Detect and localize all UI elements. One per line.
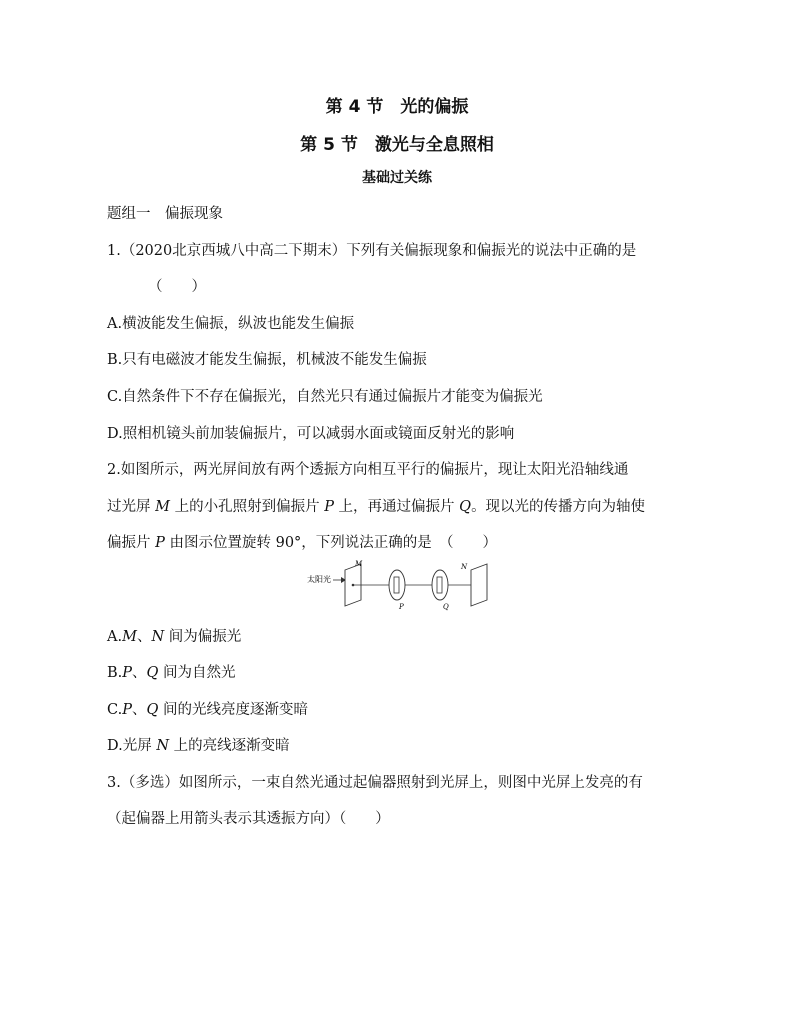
q2-option-c: C.P、Q 间的光线亮度逐渐变暗 <box>107 702 308 718</box>
q1-option-b: B.只有电磁波才能发生偏振，机械波不能发生偏振 <box>107 352 427 368</box>
figure-label-p: P <box>399 603 404 611</box>
q1-stem: 1.（2020北京西城八中高二下期末）下列有关偏振现象和偏振光的说法中正确的是 <box>107 243 637 259</box>
figure-label-sunlight: 太阳光 <box>307 575 331 584</box>
polarizer-figure <box>305 560 495 616</box>
polarizer-p <box>389 570 405 600</box>
figure-label-q: Q <box>443 603 449 611</box>
section-title-1: 第 4 节 光的偏振 <box>325 97 469 117</box>
section-title-2: 第 5 节 激光与全息照相 <box>300 135 494 155</box>
q1-option-a: A.横波能发生偏振，纵波也能发生偏振 <box>107 316 355 332</box>
q1-answer-paren: （ ） <box>148 279 206 295</box>
polarizer-q <box>432 570 448 600</box>
screen-n <box>471 564 487 606</box>
group-heading: 题组一 偏振现象 <box>107 206 223 222</box>
q3-line-2: （起偏器上用箭头表示其透振方向）（ ） <box>107 811 390 827</box>
q3-line-1: 3.（多选）如图所示，一束自然光通过起偏器照射到光屏上，则图中光屏上发亮的有 <box>107 775 643 791</box>
figure-label-m: M <box>355 560 363 568</box>
figure-label-n: N <box>461 563 468 571</box>
q1-option-c: C.自然条件下不存在偏振光，自然光只有通过偏振片才能变为偏振光 <box>107 389 543 405</box>
section-subtitle: 基础过关练 <box>362 170 432 186</box>
q2-line-3: 偏振片 P 由图示位置旋转 90°，下列说法正确的是 （ ） <box>107 535 498 551</box>
q2-option-b: B.P、Q 间为自然光 <box>107 665 236 681</box>
q2-option-d: D.光屏 N 上的亮线逐渐变暗 <box>107 738 290 754</box>
q2-line-1: 2.如图所示，两光屏间放有两个透振方向相互平行的偏振片，现让太阳光沿轴线通 <box>107 462 629 478</box>
q2-option-a: A.M、N 间为偏振光 <box>107 629 242 645</box>
q2-line-2: 过光屏 M 上的小孔照射到偏振片 P 上，再通过偏振片 Q。现以光的传播方向为轴使 <box>107 499 646 515</box>
q1-option-d: D.照相机镜头前加装偏振片，可以减弱水面或镜面反射光的影响 <box>107 426 515 442</box>
